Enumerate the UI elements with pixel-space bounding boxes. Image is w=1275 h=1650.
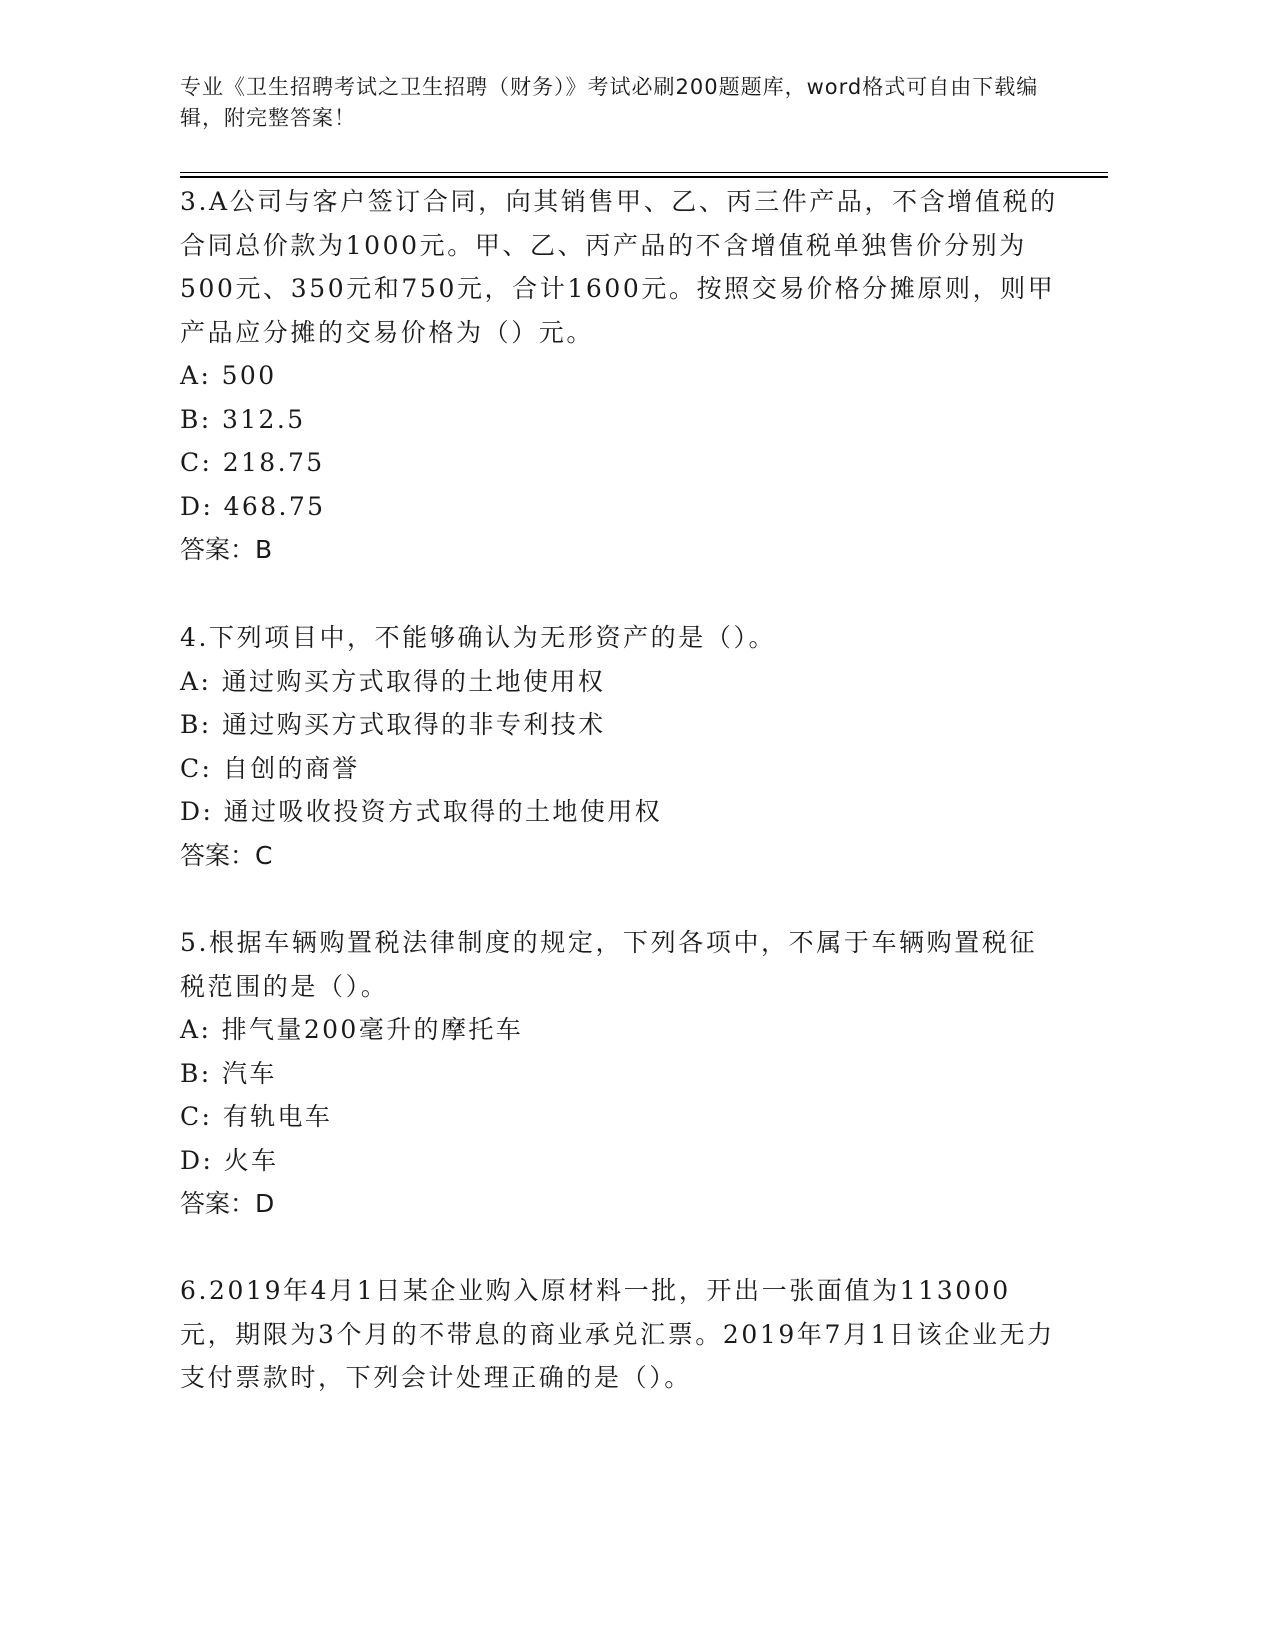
question-6 — [180, 1269, 1060, 1400]
question-4 — [180, 616, 1060, 877]
option-b: B: 312.5 — [180, 404, 306, 434]
option-b: B: 汽车 — [180, 1058, 277, 1088]
option-c: C: 218.75 — [180, 448, 325, 477]
option-c: C: 自创的商誉 — [180, 753, 360, 783]
option-a: A: 通过购买方式取得的土地使用权 — [180, 666, 606, 696]
header-divider-thin — [180, 172, 1108, 173]
question-stem: 5.根据车辆购置税法律制度的规定，下列各项中，不属于车辆购置税征税范围的是（）。 — [180, 928, 1038, 1001]
option-d: D: 通过吸收投资方式取得的土地使用权 — [180, 797, 663, 826]
option-b: B: 通过购买方式取得的非专利技术 — [180, 710, 606, 739]
question-5 — [180, 921, 1060, 1226]
question-3 — [180, 180, 1060, 572]
option-d: D: 468.75 — [180, 491, 326, 521]
option-c: C: 有轨电车 — [180, 1102, 333, 1131]
question-stem: 6.2019年4月1日某企业购入原材料一批，开出一张面值为113000元，期限为3个月的不带息的商业承兑汇票。2019年7月1日该企业无力支付票款时，下列会计处理正确的是（）。 — [180, 1276, 1055, 1392]
question-stem: 4.下列项目中，不能够确认为无形资产的是（）。 — [180, 623, 777, 652]
document-header: 专业《卫生招聘考试之卫生招聘（财务）》考试必刷200题题库，word格式可自由下载编辑，附完整答案！ — [180, 75, 1039, 130]
option-d: D: 火车 — [180, 1145, 279, 1175]
answer: 答案：C — [180, 840, 273, 870]
answer: 答案：B — [180, 535, 273, 564]
header-divider-thick — [180, 176, 1108, 178]
option-a: A: 500 — [180, 361, 277, 390]
option-a: A: 排气量200毫升的摩托车 — [180, 1015, 524, 1044]
answer: 答案：D — [180, 1189, 275, 1218]
question-stem: 3.A公司与客户签订合同，向其销售甲、乙、丙三件产品，不含增值税的合同总价款为1000元。甲、乙、丙产品的不含增值税单独售价分别为500元、350元和750元，合计1600元。按照交易价格分摊原则，则甲产品应分摊的交易价格为（）元。 — [180, 187, 1058, 347]
